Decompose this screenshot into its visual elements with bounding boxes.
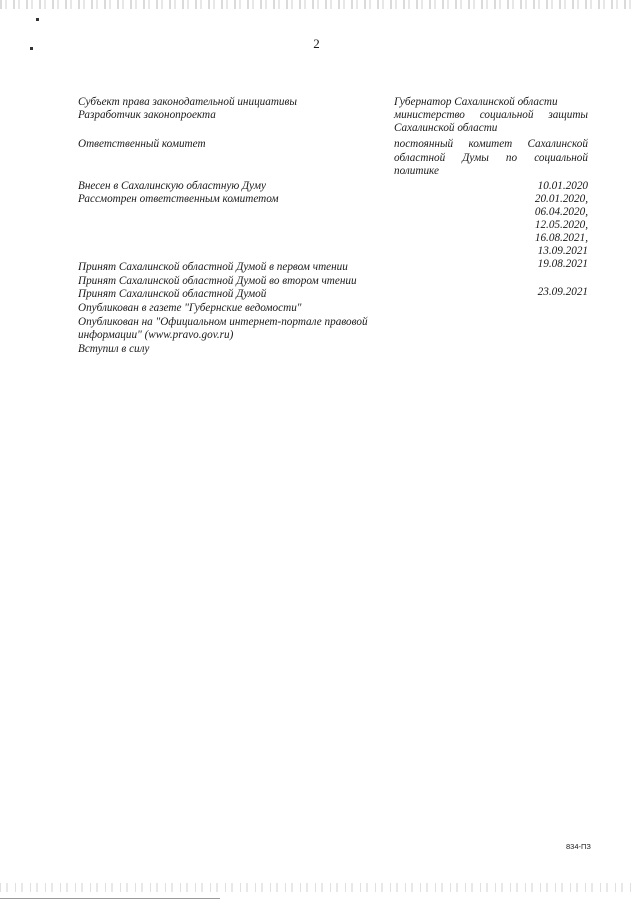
label-considered: Рассмотрен ответственным комитетом: [78, 193, 279, 205]
label-introduced: Внесен в Сахалинскую областную Думу: [78, 180, 266, 192]
value-subject: Губернатор Сахалинской области: [394, 96, 558, 108]
value-committee-end: политике: [394, 165, 439, 177]
label-in-force: Вступил в силу: [78, 343, 150, 355]
label-subject: Субъект права законодательной инициативы: [78, 96, 297, 108]
date-adopted: 23.09.2021: [537, 286, 588, 298]
date-considered: 13.09.2021: [537, 245, 588, 257]
date-considered: 20.01.2020,: [534, 193, 588, 205]
value-committee-cont: областной Думы по социальной: [394, 152, 588, 164]
value-developer: министерство социальной защиты: [394, 109, 588, 121]
page-number: 2: [313, 36, 320, 51]
value-committee: постоянный комитет Сахалинской: [394, 138, 588, 150]
scan-noise-top: [0, 0, 633, 9]
date-introduced: 10.01.2020: [537, 180, 588, 192]
scan-noise-bottom: [0, 883, 633, 892]
date-first-reading: 19.08.2021: [537, 258, 588, 270]
label-second-reading: Принят Сахалинской областной Думой во втором чтении: [78, 275, 357, 287]
label-published-portal: Опубликован на "Официальном интернет-портале правовой: [78, 316, 368, 328]
scan-speck: [36, 18, 39, 21]
document-code: 834-ПЗ: [566, 842, 591, 851]
label-developer: Разработчик законопроекта: [78, 109, 216, 121]
label-published-gazette: Опубликован в газете "Губернские ведомости": [78, 302, 302, 314]
label-adopted: Принят Сахалинской областной Думой: [78, 288, 267, 300]
date-considered: 12.05.2020,: [534, 219, 588, 231]
label-published-portal-cont: информации" (www.pravo.gov.ru): [78, 329, 234, 341]
date-considered: 16.08.2021,: [534, 232, 588, 244]
label-first-reading: Принят Сахалинской областной Думой в первом чтении: [78, 261, 348, 273]
label-committee: Ответственный комитет: [78, 138, 206, 150]
date-considered: 06.04.2020,: [534, 206, 588, 218]
bottom-rule: [0, 898, 220, 899]
value-developer-cont: Сахалинской области: [394, 122, 498, 134]
